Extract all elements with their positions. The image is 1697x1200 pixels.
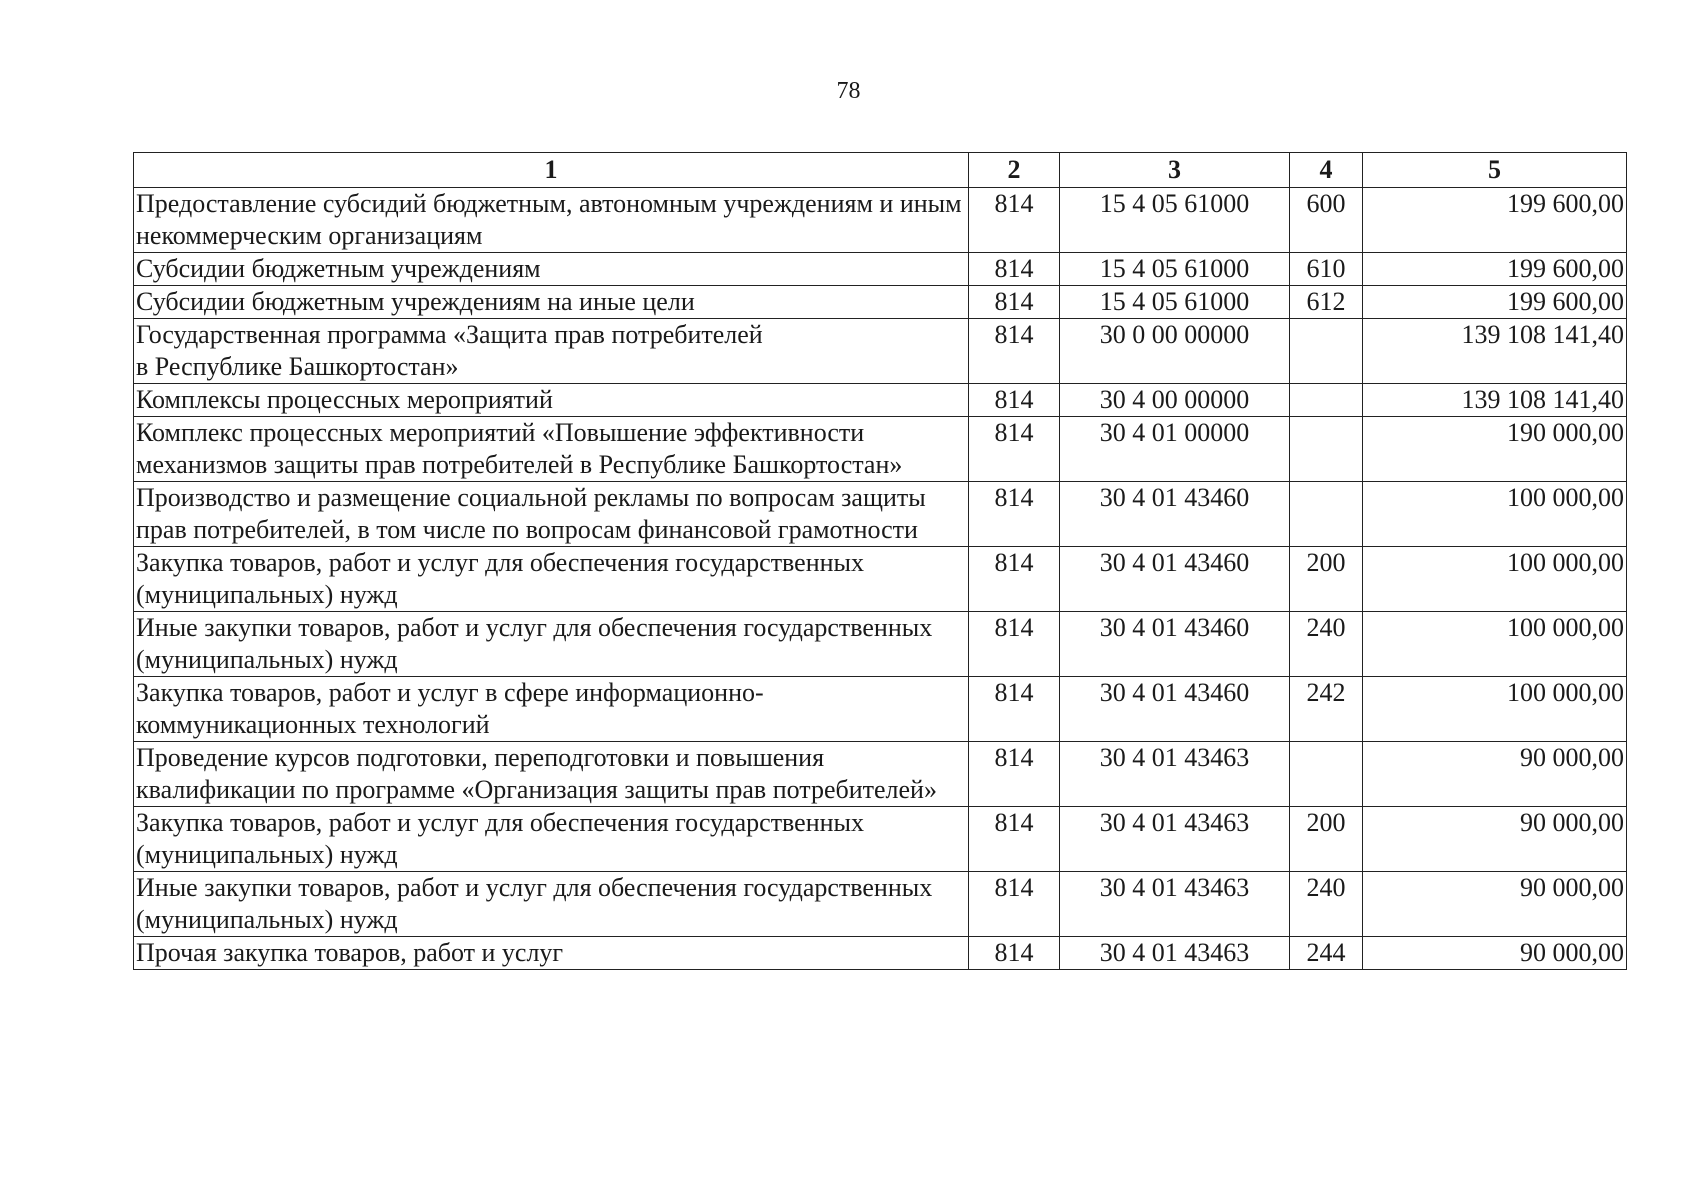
expense-type-code: 612 (1290, 286, 1363, 319)
target-article-code: 30 4 01 43460 (1060, 547, 1290, 612)
amount: 100 000,00 (1363, 482, 1627, 547)
target-article-code: 30 4 01 43463 (1060, 872, 1290, 937)
target-article-code: 30 4 01 43460 (1060, 677, 1290, 742)
table-row (134, 807, 1627, 872)
column-header-1: 1 (134, 153, 969, 188)
amount: 100 000,00 (1363, 547, 1627, 612)
column-header-2: 2 (969, 153, 1060, 188)
admin-code: 814 (969, 286, 1060, 319)
admin-code: 814 (969, 677, 1060, 742)
table-row (134, 937, 1627, 970)
amount: 100 000,00 (1363, 677, 1627, 742)
expense-type-code: 200 (1290, 547, 1363, 612)
admin-code: 814 (969, 319, 1060, 384)
amount: 199 600,00 (1363, 188, 1627, 253)
amount: 190 000,00 (1363, 417, 1627, 482)
item-name: Иные закупки товаров, работ и услуг для обеспечения государственных (муниципальных) нужд (134, 612, 969, 677)
amount: 139 108 141,40 (1363, 384, 1627, 417)
amount: 139 108 141,40 (1363, 319, 1627, 384)
admin-code: 814 (969, 417, 1060, 482)
table-row (134, 417, 1627, 482)
table-row (134, 677, 1627, 742)
table-row (134, 286, 1627, 319)
expense-type-code (1290, 319, 1363, 384)
item-name: Государственная программа «Защита прав потребителей в Республике Башкортостан» (134, 319, 969, 384)
table-row (134, 384, 1627, 417)
admin-code: 814 (969, 253, 1060, 286)
target-article-code: 15 4 05 61000 (1060, 188, 1290, 253)
target-article-code: 15 4 05 61000 (1060, 286, 1290, 319)
expense-type-code (1290, 417, 1363, 482)
page-number: 78 (836, 78, 861, 104)
item-name: Производство и размещение социальной рекламы по вопросам защиты прав потребителей, в том числе по вопросам финансовой грамотности (134, 482, 969, 547)
table-header-row (134, 153, 1627, 188)
table-row (134, 482, 1627, 547)
expense-type-code: 200 (1290, 807, 1363, 872)
amount: 90 000,00 (1363, 937, 1627, 970)
item-name: Субсидии бюджетным учреждениям на иные цели (134, 286, 969, 319)
item-name: Иные закупки товаров, работ и услуг для обеспечения государственных (муниципальных) нужд (134, 872, 969, 937)
item-name: Проведение курсов подготовки, переподготовки и повышения квалификации по программе «Организация защиты прав потребителей» (134, 742, 969, 807)
admin-code: 814 (969, 742, 1060, 807)
expense-type-code: 600 (1290, 188, 1363, 253)
item-name: Закупка товаров, работ и услуг в сфере информационно-коммуникационных технологий (134, 677, 969, 742)
target-article-code: 30 4 01 43463 (1060, 937, 1290, 970)
table-row (134, 612, 1627, 677)
target-article-code: 30 4 01 43463 (1060, 807, 1290, 872)
admin-code: 814 (969, 937, 1060, 970)
expense-type-code (1290, 742, 1363, 807)
item-name: Предоставление субсидий бюджетным, автономным учреждениям и иным некоммерческим организациям (134, 188, 969, 253)
amount: 199 600,00 (1363, 253, 1627, 286)
expense-type-code: 240 (1290, 612, 1363, 677)
column-header-4: 4 (1290, 153, 1363, 188)
table-row (134, 742, 1627, 807)
amount: 90 000,00 (1363, 742, 1627, 807)
expense-type-code: 244 (1290, 937, 1363, 970)
table-row (134, 253, 1627, 286)
amount: 199 600,00 (1363, 286, 1627, 319)
column-header-5: 5 (1363, 153, 1627, 188)
expense-type-code: 242 (1290, 677, 1363, 742)
admin-code: 814 (969, 807, 1060, 872)
expense-type-code (1290, 384, 1363, 417)
table-row (134, 872, 1627, 937)
table-row (134, 319, 1627, 384)
target-article-code: 30 4 00 00000 (1060, 384, 1290, 417)
amount: 90 000,00 (1363, 807, 1627, 872)
table-body (134, 188, 1627, 970)
item-name: Комплексы процессных мероприятий (134, 384, 969, 417)
admin-code: 814 (969, 384, 1060, 417)
item-name: Закупка товаров, работ и услуг для обеспечения государственных (муниципальных) нужд (134, 547, 969, 612)
admin-code: 814 (969, 482, 1060, 547)
table-row (134, 547, 1627, 612)
expense-type-code (1290, 482, 1363, 547)
column-header-3: 3 (1060, 153, 1290, 188)
admin-code: 814 (969, 612, 1060, 677)
item-name: Закупка товаров, работ и услуг для обеспечения государственных (муниципальных) нужд (134, 807, 969, 872)
admin-code: 814 (969, 872, 1060, 937)
amount: 90 000,00 (1363, 872, 1627, 937)
item-name: Субсидии бюджетным учреждениям (134, 253, 969, 286)
target-article-code: 30 0 00 00000 (1060, 319, 1290, 384)
admin-code: 814 (969, 547, 1060, 612)
target-article-code: 15 4 05 61000 (1060, 253, 1290, 286)
target-article-code: 30 4 01 43460 (1060, 482, 1290, 547)
item-name: Комплекс процессных мероприятий «Повышение эффективности механизмов защиты прав потребителей в Республике Башкортостан» (134, 417, 969, 482)
table-row (134, 188, 1627, 253)
target-article-code: 30 4 01 00000 (1060, 417, 1290, 482)
admin-code: 814 (969, 188, 1060, 253)
item-name: Прочая закупка товаров, работ и услуг (134, 937, 969, 970)
expense-type-code: 240 (1290, 872, 1363, 937)
amount: 100 000,00 (1363, 612, 1627, 677)
budget-table (133, 152, 1627, 970)
target-article-code: 30 4 01 43463 (1060, 742, 1290, 807)
expense-type-code: 610 (1290, 253, 1363, 286)
target-article-code: 30 4 01 43460 (1060, 612, 1290, 677)
